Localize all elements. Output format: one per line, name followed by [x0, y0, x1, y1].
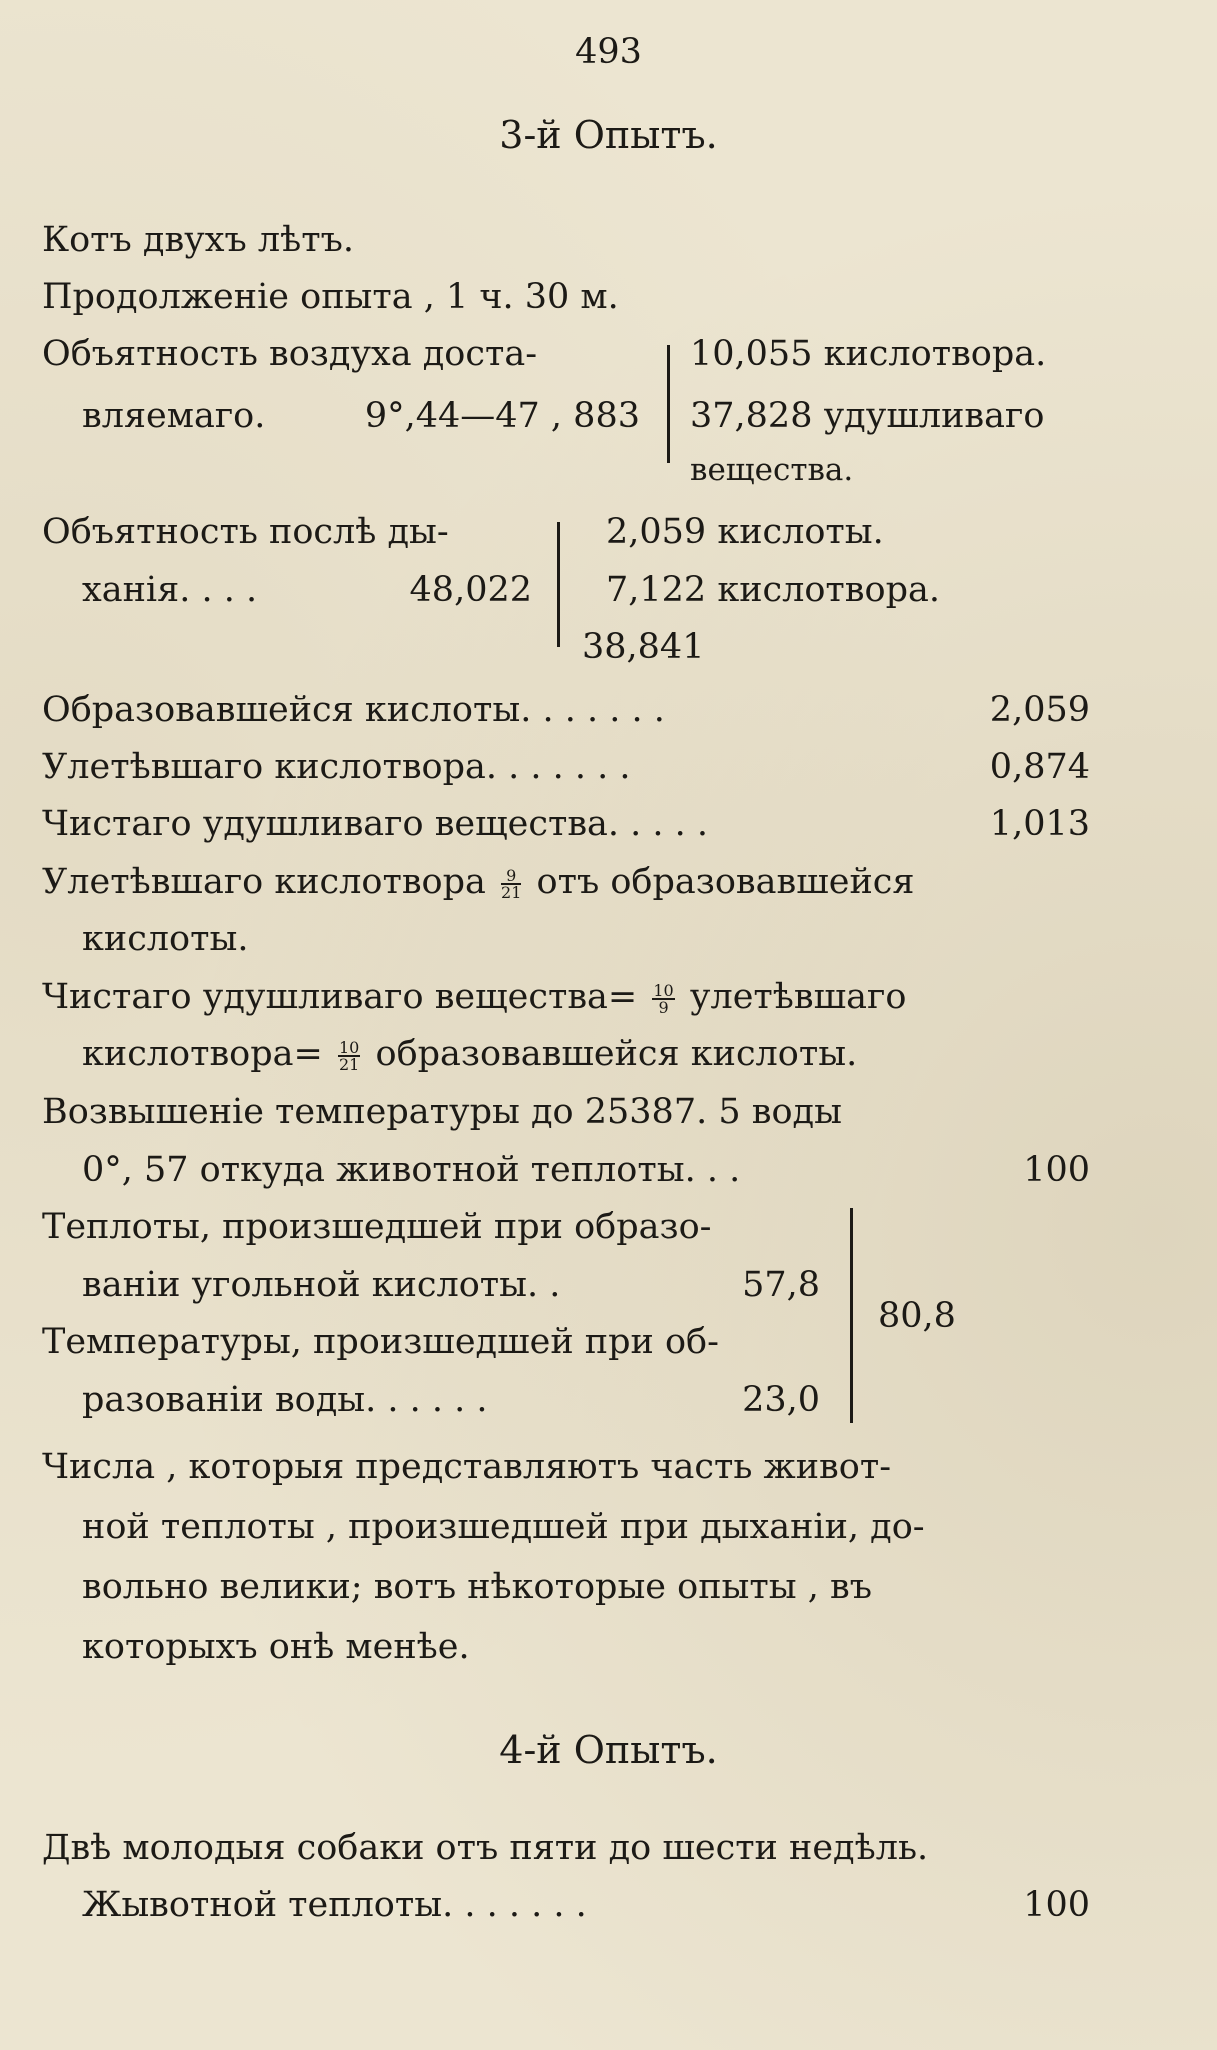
ratio-2-line — [42, 975, 906, 1019]
vol-air-label-1: Объятность воздуха доста- — [42, 334, 538, 374]
ratio-1-den: 21 — [501, 882, 522, 902]
vol-air-nitrogen: 37,828 удушливаго — [690, 396, 1045, 436]
ratio-1-pre: Улетѣвшаго кислотвора — [42, 862, 486, 902]
exp4-subject: Двѣ молодыя собаки отъ пяти до шести недѣль. — [42, 1828, 929, 1868]
temp-line-2: 0°, 57 откуда животной теплоты. . . — [82, 1150, 741, 1190]
vol-air-nitrogen-cont: вещества. — [690, 452, 854, 488]
vol-after-label-1: Объятность послѣ ды- — [42, 512, 449, 552]
heat-water-line-1: Температуры, произшедшей при об- — [42, 1322, 719, 1362]
vol-air-brace — [667, 345, 670, 463]
heat-acid-line-1: Теплоты, произшедшей при образо- — [42, 1207, 712, 1247]
ratio-2-line2-fraction — [338, 1037, 360, 1074]
exp4-heat-value: 100 — [1023, 1885, 1090, 1925]
temp-line-1: Возвышеніе температуры до 25387. 5 воды — [42, 1092, 842, 1132]
vol-after-brace — [557, 522, 560, 647]
exp3-subject: Котъ двухъ лѣтъ. — [42, 220, 354, 260]
ratio-1-line — [42, 860, 914, 904]
paragraph-line-2: ной теплоты , произшедшей при дыханіи, до- — [82, 1507, 925, 1547]
ratio-2-line2-post: образовавшейся кислоты. — [375, 1034, 858, 1074]
ratio-2-num: 10 — [653, 980, 674, 1000]
page-number: 493 — [575, 32, 642, 72]
ratio-2-den: 9 — [658, 997, 669, 1017]
heat-total: 80,8 — [878, 1296, 956, 1336]
exp3-duration: Продолженіе опыта , 1 ч. 30 м. — [42, 277, 619, 317]
ratio-2-pre: Чистаго удушливаго вещества= — [42, 977, 638, 1017]
vol-after-nitrogen: 38,841 — [582, 627, 705, 667]
vol-air-value: 9°,44—47 , 883 — [364, 396, 640, 436]
ratio-2-line2-den: 21 — [339, 1054, 360, 1074]
vol-after-value: 48,022 — [409, 570, 532, 610]
experiment-4-heading: 4-й Опытъ. — [499, 1728, 718, 1772]
paragraph-line-3: вольно велики; вотъ нѣкоторые опыты , въ — [82, 1567, 872, 1607]
vol-after-label-2: ханія. . . . — [82, 570, 258, 610]
formed-acid-label: Образовавшейся кислоты. . . . . . . — [42, 690, 665, 730]
temp-line-2-value: 100 — [1023, 1150, 1090, 1190]
escaped-oxygen-value: 0,874 — [989, 747, 1090, 787]
heat-brace — [850, 1208, 853, 1423]
vol-air-label-2: вляемаго. — [82, 396, 266, 436]
ratio-2-post: улетѣвшаго — [689, 977, 907, 1017]
formed-acid-value: 2,059 — [989, 690, 1090, 730]
heat-acid-line-2: ваніи угольной кислоты. . — [82, 1265, 561, 1305]
paragraph-line-4: которыхъ онѣ менѣе. — [82, 1627, 470, 1667]
pure-nitrogen-value: 1,013 — [989, 804, 1090, 844]
exp4-heat-label: Жывотной теплоты. . . . . . . — [82, 1885, 587, 1925]
heat-water-value: 23,0 — [742, 1380, 820, 1420]
heat-acid-value: 57,8 — [742, 1265, 820, 1305]
vol-after-oxygen: 7,122 кислотвора. — [606, 570, 940, 610]
ratio-1-post: отъ образовавшейся — [536, 862, 915, 902]
vol-after-acid: 2,059 кислоты. — [606, 512, 884, 552]
paragraph-line-1: Числа , которыя представляютъ часть живот- — [42, 1447, 892, 1487]
ratio-2-line2-num: 10 — [339, 1037, 360, 1057]
escaped-oxygen-label: Улетѣвшаго кислотвора. . . . . . . — [42, 747, 631, 787]
experiment-3-heading: 3-й Опытъ. — [499, 113, 718, 157]
ratio-1-line-2: кислоты. — [82, 919, 249, 959]
ratio-1-num: 9 — [501, 868, 521, 885]
ratio-2-line-2 — [82, 1032, 857, 1076]
ratio-1-fraction — [501, 865, 522, 902]
ratio-2-fraction — [652, 980, 674, 1017]
ratio-2-line2-pre: кислотвора= — [82, 1034, 323, 1074]
vol-air-oxygen: 10,055 кислотвора. — [690, 334, 1047, 374]
heat-water-line-2: разованіи воды. . . . . . — [82, 1380, 488, 1420]
pure-nitrogen-label: Чистаго удушливаго вещества. . . . . — [42, 804, 709, 844]
